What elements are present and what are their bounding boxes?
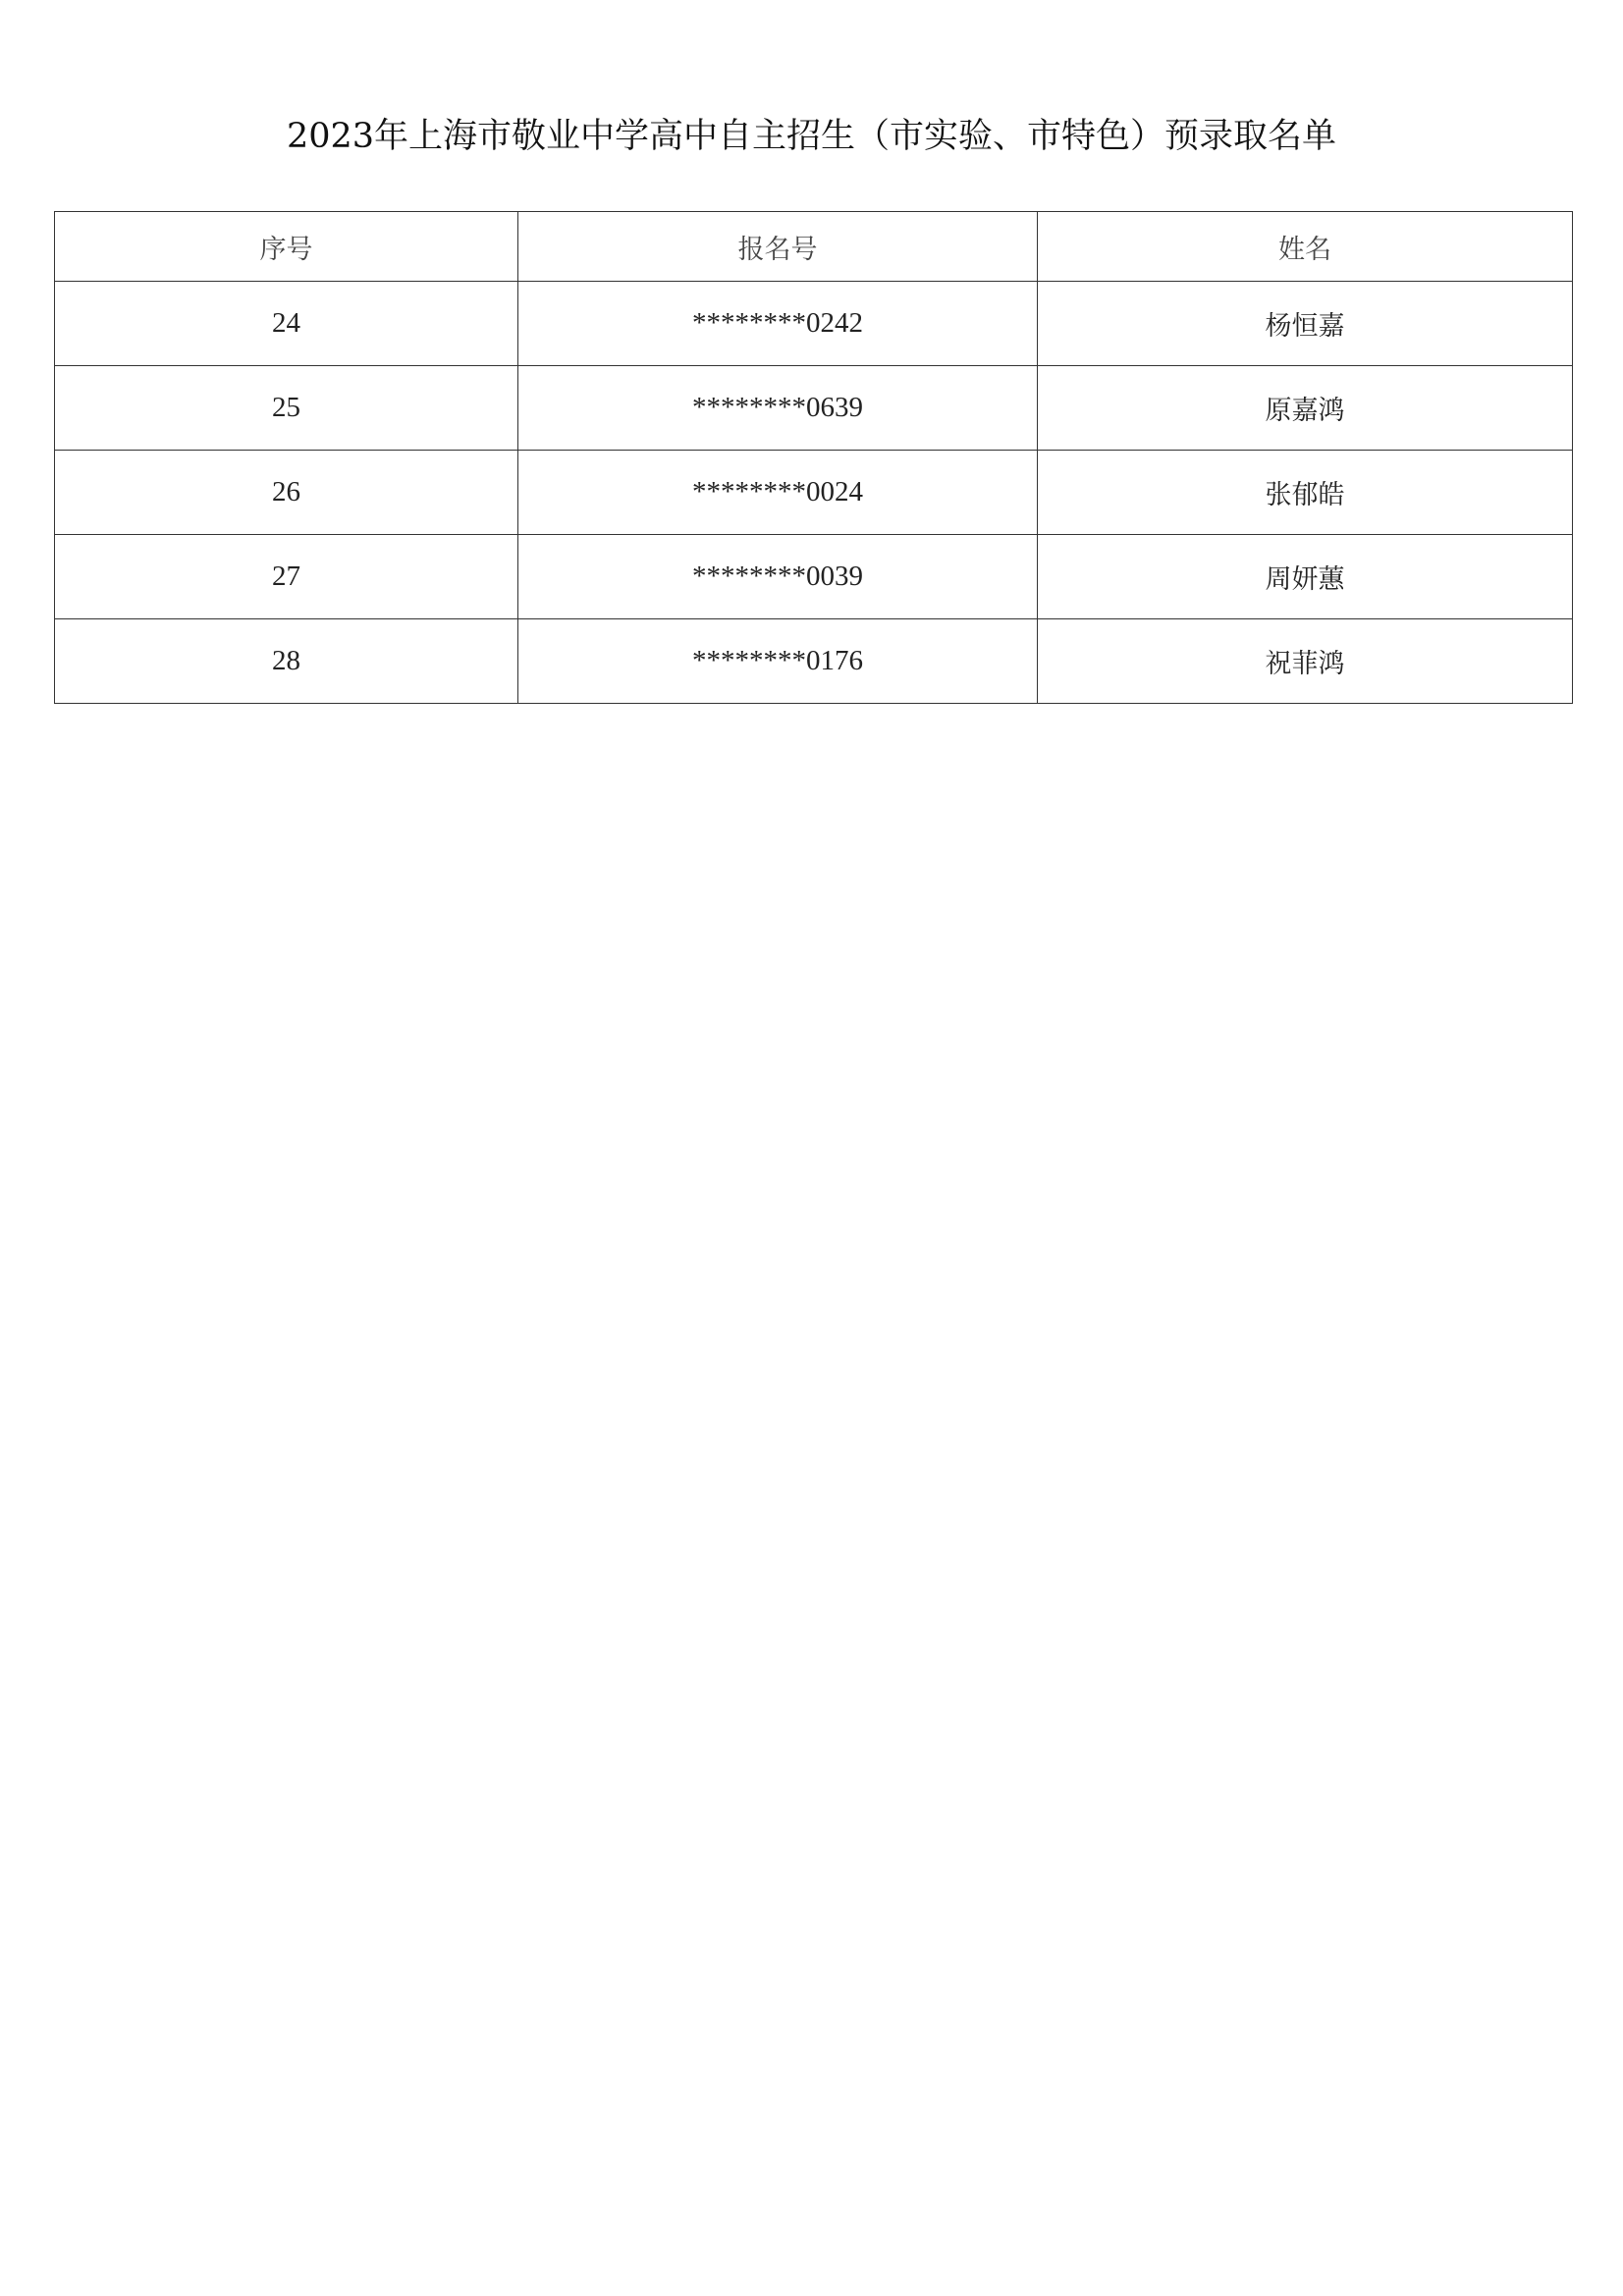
cell-seq: 26 (55, 451, 518, 535)
cell-name: 祝菲鸿 (1038, 619, 1573, 704)
table-header (55, 212, 1573, 282)
cell-name: 张郁皓 (1038, 451, 1573, 535)
cell-seq: 25 (55, 366, 518, 451)
document-title: 2023年上海市敬业中学高中自主招生（市实验、市特色）预录取名单 (286, 117, 1337, 156)
cell-reg-no: ********0639 (518, 366, 1038, 451)
cell-reg-no: ********0242 (518, 282, 1038, 366)
cell-name: 周妍蕙 (1038, 535, 1573, 619)
cell-seq: 28 (55, 619, 518, 704)
cell-seq: 27 (55, 535, 518, 619)
table-header-row (55, 212, 1573, 282)
cell-reg-no: ********0039 (518, 535, 1038, 619)
table-row (55, 282, 1573, 366)
cell-reg-no: ********0024 (518, 451, 1038, 535)
table-row (55, 619, 1573, 704)
table-row (55, 451, 1573, 535)
cell-name: 原嘉鸿 (1038, 366, 1573, 451)
column-header-reg-no: 报名号 (518, 212, 1038, 282)
table-row (55, 535, 1573, 619)
cell-reg-no: ********0176 (518, 619, 1038, 704)
table-body (55, 282, 1573, 704)
cell-name: 杨恒嘉 (1038, 282, 1573, 366)
column-header-name: 姓名 (1038, 212, 1573, 282)
column-header-seq: 序号 (55, 212, 518, 282)
table-row (55, 366, 1573, 451)
cell-seq: 24 (55, 282, 518, 366)
admission-list-table (54, 211, 1573, 704)
